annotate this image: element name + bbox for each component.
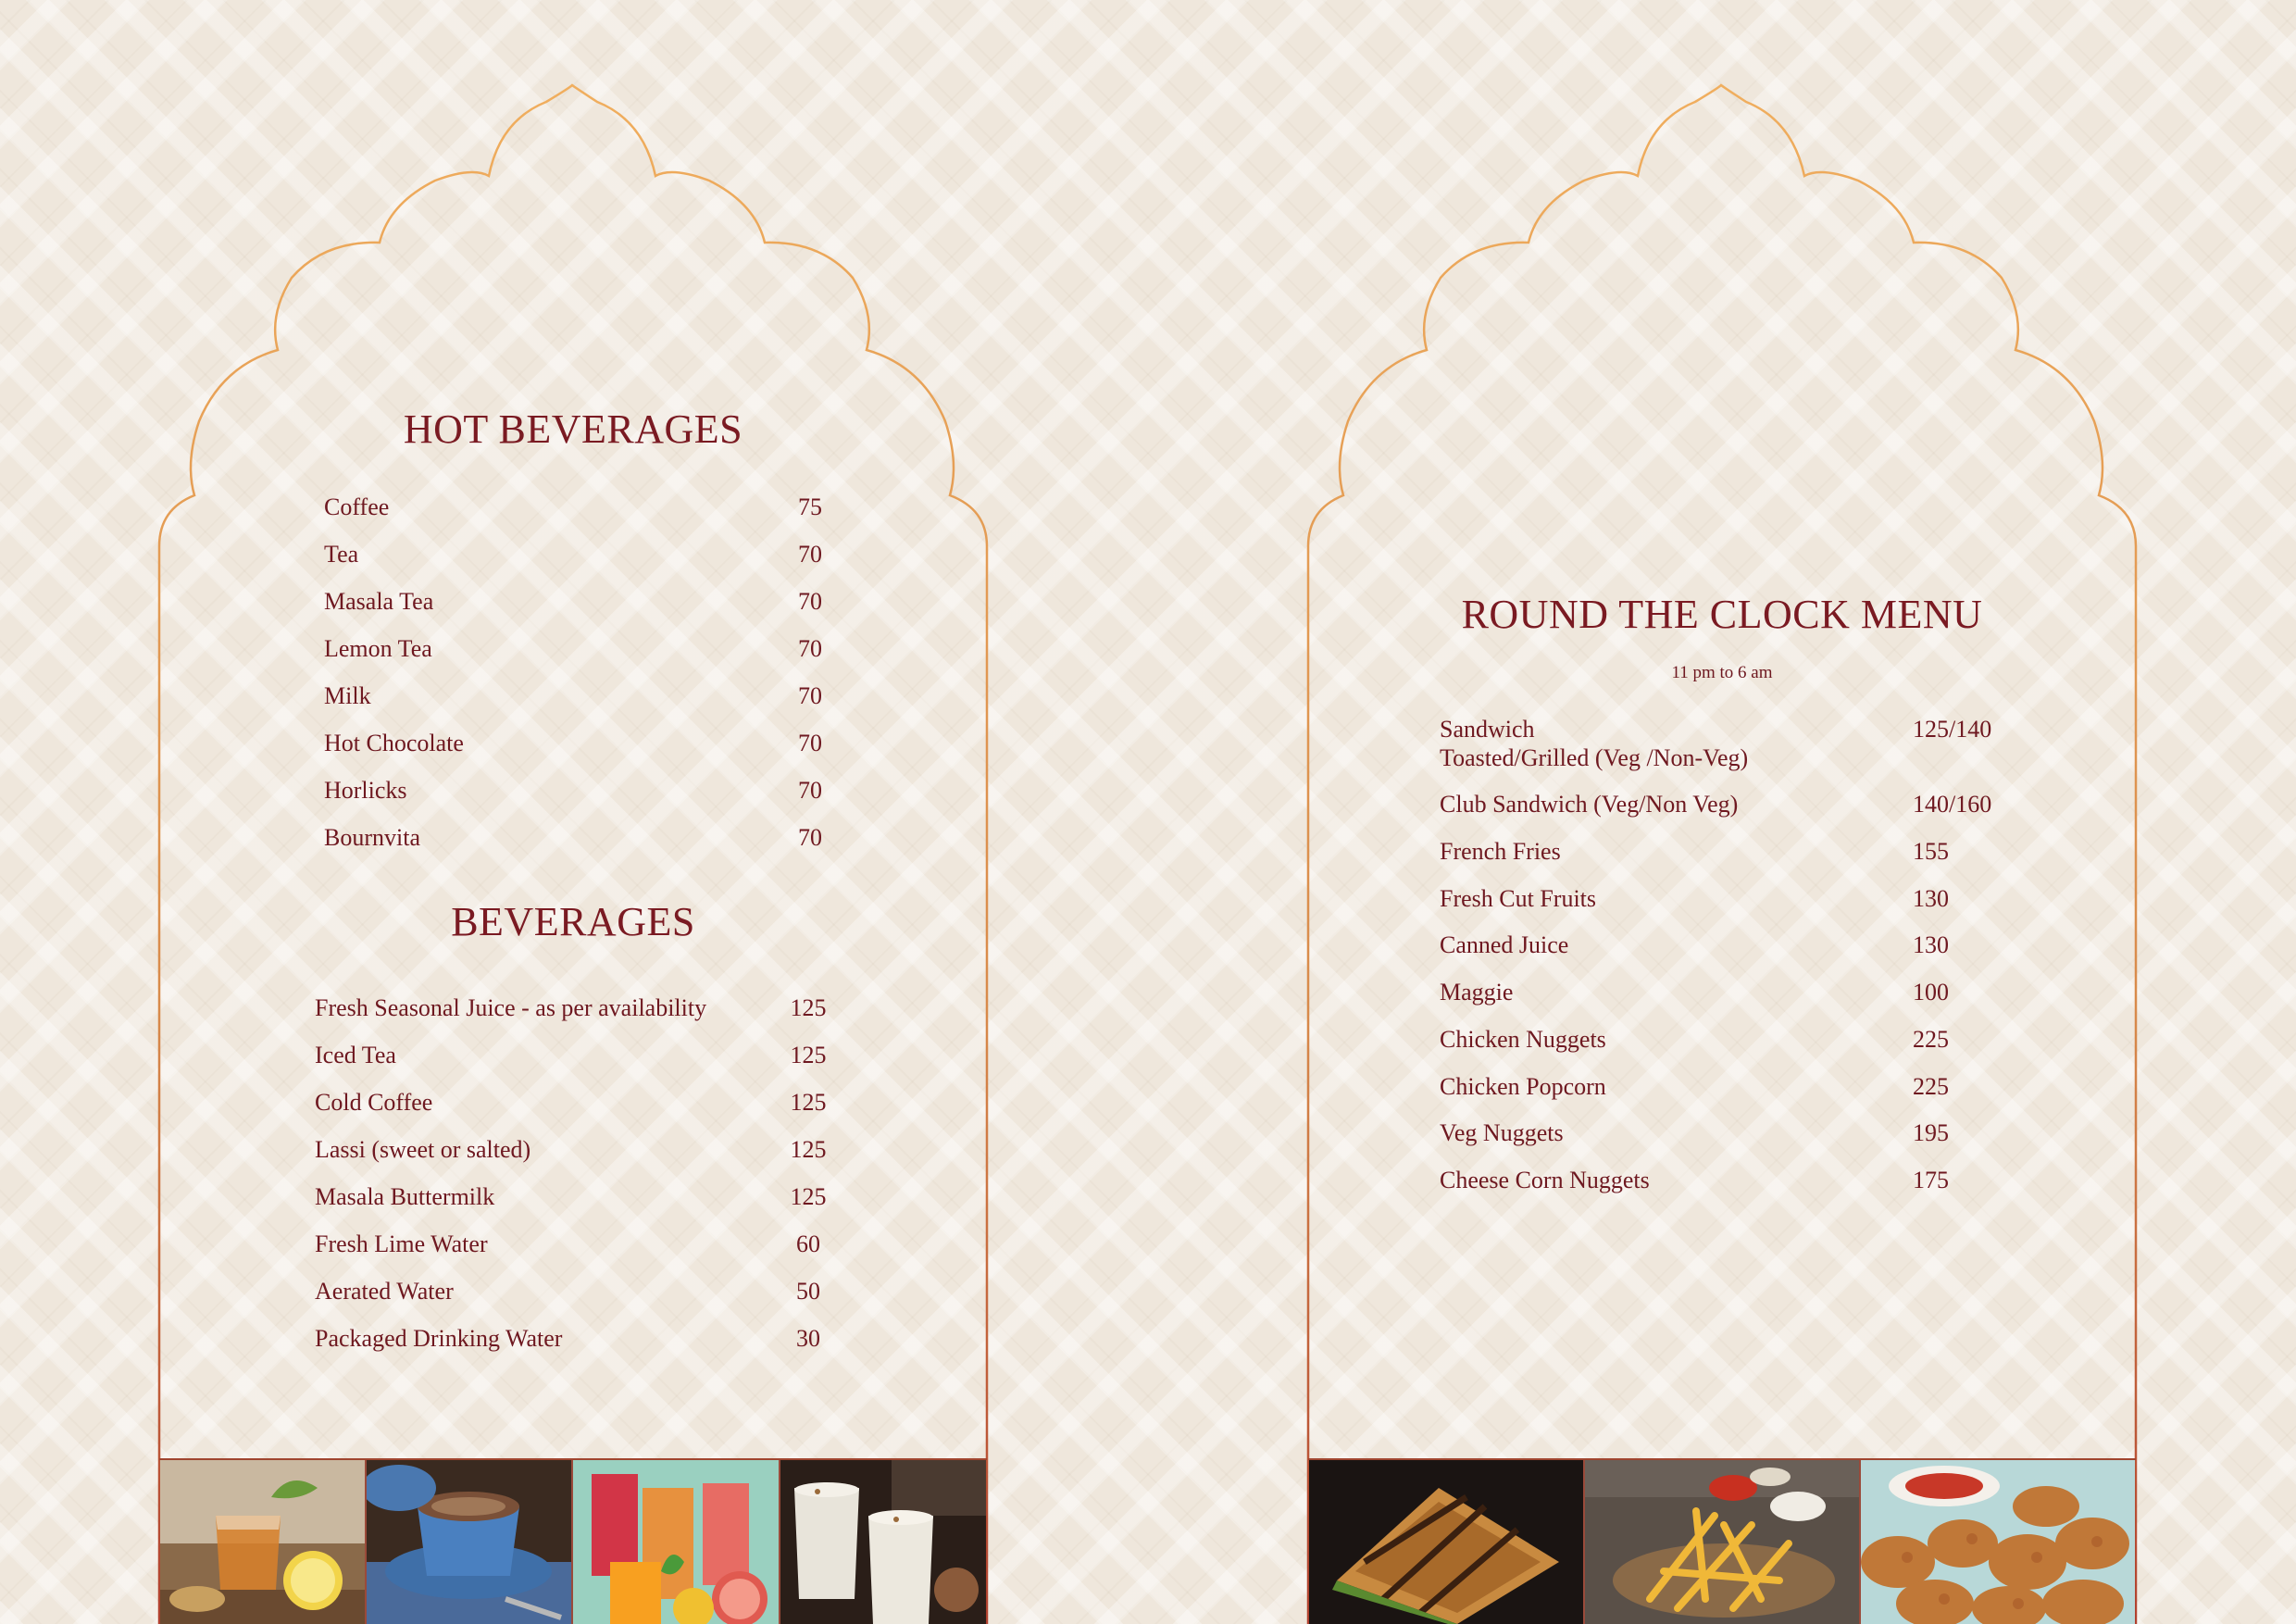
item-name: Aerated Water — [315, 1278, 454, 1305]
item-price: 130 — [1913, 885, 1949, 912]
item-name: Bournvita — [324, 824, 420, 851]
item-price: 70 — [798, 682, 822, 709]
item-price: 125 — [790, 1089, 827, 1116]
item-price: 75 — [798, 493, 822, 520]
item-name: Fresh Seasonal Juice - as per availability — [315, 994, 707, 1021]
item-price: 70 — [798, 777, 822, 804]
item-name: Fresh Lime Water — [315, 1230, 488, 1257]
item-price: 70 — [798, 730, 822, 756]
item-price: 50 — [796, 1278, 820, 1305]
item-price: 30 — [796, 1325, 820, 1352]
item-price: 125/140 — [1913, 716, 1992, 743]
item-price: 125 — [790, 1183, 827, 1210]
beverages-title: BEVERAGES — [451, 899, 695, 944]
item-price: 70 — [798, 541, 822, 568]
item-name: Maggie — [1440, 979, 1514, 1006]
item-name: Masala Buttermilk — [315, 1183, 495, 1210]
item-price: 100 — [1913, 979, 1949, 1006]
item-price: 225 — [1913, 1073, 1949, 1100]
item-price: 130 — [1913, 931, 1949, 958]
hot-beverages-title: HOT BEVERAGES — [403, 406, 743, 452]
french-fries-photo — [1585, 1460, 1861, 1624]
item-name: Milk — [324, 682, 371, 709]
item-name: Cold Coffee — [315, 1089, 433, 1116]
item-name: Fresh Cut Fruits — [1440, 885, 1597, 912]
grilled-sandwich-photo — [1309, 1460, 1585, 1624]
lemon-tea-photo — [160, 1460, 367, 1624]
item-name: Chicken Nuggets — [1440, 1026, 1606, 1053]
item-name: Canned Juice — [1440, 931, 1569, 958]
item-price: 125 — [790, 1042, 827, 1068]
item-name: Chicken Popcorn — [1440, 1073, 1606, 1100]
item-name: Iced Tea — [315, 1042, 396, 1068]
item-name: Lemon Tea — [324, 635, 432, 662]
item-price: 225 — [1913, 1026, 1949, 1053]
item-price: 70 — [798, 635, 822, 662]
item-price: 60 — [796, 1230, 820, 1257]
item-price: 70 — [798, 588, 822, 615]
chicken-nuggets-photo — [1861, 1460, 2135, 1624]
round-the-clock-title: ROUND THE CLOCK MENU — [1461, 592, 1983, 637]
item-price: 125 — [790, 994, 827, 1021]
item-name: Coffee — [324, 493, 390, 520]
hot-chocolate-photo — [367, 1460, 573, 1624]
right-arch-outline — [1308, 85, 2136, 1624]
fresh-juice-photo — [573, 1460, 780, 1624]
item-name: Tea — [324, 541, 359, 568]
item-price: 175 — [1913, 1167, 1949, 1193]
item-name: French Fries — [1440, 838, 1561, 865]
item-name: Packaged Drinking Water — [315, 1325, 563, 1352]
service-hours: 11 pm to 6 am — [1671, 663, 1773, 682]
lassi-photo — [780, 1460, 986, 1624]
item-price: 155 — [1913, 838, 1949, 865]
item-name: Horlicks — [324, 777, 407, 804]
item-name-detail: Toasted/Grilled (Veg /Non-Veg) — [1440, 744, 1749, 771]
left-arch-outline — [159, 85, 987, 1624]
item-name: Cheese Corn Nuggets — [1440, 1167, 1650, 1193]
item-name: Lassi (sweet or salted) — [315, 1136, 531, 1163]
item-price: 195 — [1913, 1119, 1949, 1146]
item-price: 140/160 — [1913, 791, 1992, 818]
item-price: 125 — [790, 1136, 827, 1163]
item-name: Veg Nuggets — [1440, 1119, 1564, 1146]
item-name: Club Sandwich (Veg/Non Veg) — [1440, 791, 1739, 818]
item-name: Hot Chocolate — [324, 730, 464, 756]
item-price: 70 — [798, 824, 822, 851]
item-name: Sandwich — [1440, 716, 1535, 743]
item-name: Masala Tea — [324, 588, 434, 615]
